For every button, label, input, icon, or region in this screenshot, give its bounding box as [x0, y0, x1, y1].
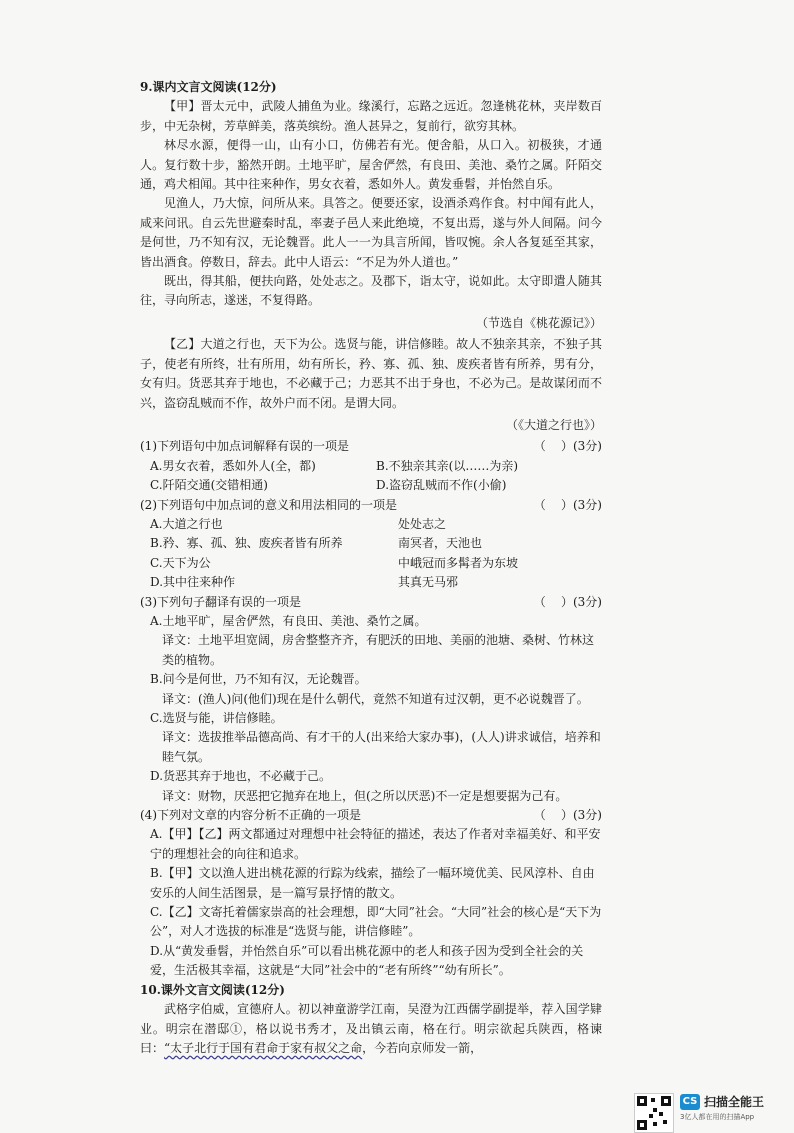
sub2-option-b: B.矜、寡、孤、独、废疾者皆有所养 — [150, 536, 343, 551]
sub2-option-c: C.天下为公 — [150, 555, 211, 570]
scanner-tagline: 3亿人都在用的扫描App — [680, 1113, 755, 1121]
jia-paragraph-2: 林尽水源，便得一山，山有小口，仿佛若有光。便舍船，从口入。初极狭，才通人。复行数十步，豁然开朗。土地平旷，屋舍俨然，有良田、美池、桑竹之属。阡陌交通，鸡犬相闻。其中往来种作，男女衣着，悉如外人。黄发垂髫，并怡然自乐。 — [140, 138, 602, 192]
sub3-option-a: A.土地平旷，屋舍俨然，有良田、美池、桑竹之属。 — [150, 613, 427, 628]
sub3-option-b: B.问今是何世，乃不知有汉，无论魏晋。 — [150, 672, 367, 687]
sub3-translation-a: 译文：土地平坦宽阔，房舍整整齐齐，有肥沃的田地、美丽的池塘、桑树、竹林这类的植物。 — [162, 633, 595, 667]
sub3-translation-c: 译文：选拔推举品德高尚、有才干的人(出来给大家办事)，(人人)讲求诚信，培养和睦气氛。 — [162, 730, 601, 764]
sub4-option-b: B.【甲】文以渔人进出桃花源的行踪为线索，描绘了一幅环境优美、民风淳朴、自由安乐的人间生活图景，是一篇写景抒情的散文。 — [150, 866, 595, 900]
sub4-stem: (4)下列对文章的内容分析不正确的一项是 — [140, 808, 361, 823]
scanner-footer — [0, 1090, 794, 1124]
yi-source: （《大道之行也》） — [505, 417, 602, 432]
jia-paragraph-1: 【甲】晋太元中，武陵人捕鱼为业。缘溪行，忘路之远近。忽逢桃花林，夹岸数百步，中无杂树，芳草鲜美，落英缤纷。渔人甚异之，复前行，欲穷其林。 — [140, 99, 602, 133]
sub2-compare-a: 处处志之 — [398, 516, 447, 531]
jia-source: （节选自《桃花源记》） — [475, 315, 602, 330]
sub4-option-c: C.【乙】文寄托着儒家崇高的社会理想，即“大同”社会。“大同”社会的核心是“天下为公”，对人才选拔的标准是“选贤与能，讲信修睦”。 — [150, 905, 602, 939]
sub2-compare-d: 其真无马邪 — [398, 575, 459, 590]
qr-code-icon — [634, 1093, 674, 1133]
sub1-option-a: A.男女衣着，悉如外人(全，都) — [150, 458, 316, 473]
sub1-option-b: B.不独亲其亲(以……为亲) — [376, 458, 518, 473]
yi-paragraph: 【乙】大道之行也，天下为公。选贤与能，讲信修睦。故人不独亲其亲，不独子其子，使老有所终，壮有所用，幼有所长，矜、寡、孤、独、废疾者皆有所养，男有分，女有归。货恶其弃于地也，不必藏于己；力恶其不出于身也，不必为己。是故谋闭而不兴，盗窃乱贼而不作，故外户而不闭。是谓大同。 — [140, 337, 602, 410]
q9-heading: 9.课内文言文阅读(12分) — [140, 80, 277, 94]
sub1-options — [150, 457, 602, 496]
sub4-option-d: D.从“黄发垂髫，并怡然自乐”可以看出桃花源中的老人和孩子因为受到全社会的关爱，生活极其幸福，这就是“大同”社会中的“老有所终”“幼有所长”。 — [150, 943, 584, 978]
q10-paragraph — [140, 1000, 602, 1058]
jia-paragraph-3: 见渔人，乃大惊，问所从来。具答之。便要还家，设酒杀鸡作食。村中闻有此人，咸来问讯。自云先世避秦时乱，率妻子邑人来此绝境，不复出焉，遂与外人间隔。问今是何世，乃不知有汉，无论魏晋。此人一一为具言所闻，皆叹惋。余人各复延至其家，皆出酒食。停数日，辞去。此中人语云：“不足为外人道也。” — [140, 196, 602, 269]
q10-heading: 10.课外文言文阅读(12分) — [140, 982, 285, 997]
sub4-mark: （ ）(3分) — [533, 808, 602, 823]
sub3-stem-row — [140, 593, 602, 612]
sub3-option-c: C.选贤与能，讲信修睦。 — [150, 711, 283, 725]
sub1-option-c: C.阡陌交通(交错相通) — [150, 478, 268, 493]
sub2-option-d: D.其中往来种作 — [150, 575, 236, 590]
sub2-mark: （ ）(3分) — [533, 497, 602, 512]
sub1-option-d: D.盗窃乱贼而不作(小偷) — [376, 478, 507, 493]
sub2-compare-c: 中峨冠而多髯者为东坡 — [398, 555, 519, 570]
sub2-stem-row — [140, 496, 602, 515]
sub2-pairs — [150, 515, 602, 593]
jia-paragraph-4: 既出，得其船，便扶向路，处处志之。及郡下，诣太守，说如此。太守即遣人随其往，寻向所志，遂迷，不复得路。 — [140, 274, 602, 308]
sub1-stem: (1)下列语句中加点词解释有误的一项是 — [140, 439, 349, 454]
q10-text-tail: ，今若向京师发一箭， — [362, 1040, 483, 1055]
sub1-mark: （ ）(3分) — [533, 439, 602, 454]
sub1-stem-row — [140, 437, 602, 456]
scanner-brand-name: 扫描全能王 — [704, 1095, 765, 1109]
q10-text: 武格字伯威，宣德府人。初以神童游学江南，吴澄为江西儒学副提举，荐入国学肄业。明宗在潜邸①，格以说书秀才，及出镇云南，格在行。明宗欲起兵陕西，格谏曰： — [140, 1002, 602, 1055]
sub3-translation-d: 译文：财物，厌恶把它抛弃在地上，但(之所以厌恶)不一定是想要据为己有。 — [162, 788, 568, 803]
camscanner-logo-icon: CS — [680, 1094, 700, 1110]
sub4-option-a: A.【甲】【乙】两文都通过对理想中社会特征的描述，表达了作者对幸福美好、和平安宁的理想社会的向往和追求。 — [150, 827, 601, 861]
sub4-stem-row — [140, 806, 602, 825]
q10-wavy-marked-text: “太子北行于国有君命于家有叔父之命 — [164, 1040, 363, 1055]
sub3-stem: (3)下列句子翻译有误的一项是 — [140, 594, 301, 609]
sub2-compare-b: 南冥者，天池也 — [398, 536, 483, 551]
exam-page — [140, 78, 602, 1058]
sub3-option-d: D.货恶其弃于地也，不必藏于己。 — [150, 769, 332, 784]
sub3-mark: （ ）(3分) — [533, 594, 602, 609]
sub3-translation-b: 译文：(渔人)问(他们)现在是什么朝代，竟然不知道有过汉朝，更不必说魏晋了。 — [162, 691, 589, 706]
sub2-option-a: A.大道之行也 — [150, 516, 223, 531]
sub2-stem: (2)下列语句中加点词的意义和用法相同的一项是 — [140, 497, 397, 512]
